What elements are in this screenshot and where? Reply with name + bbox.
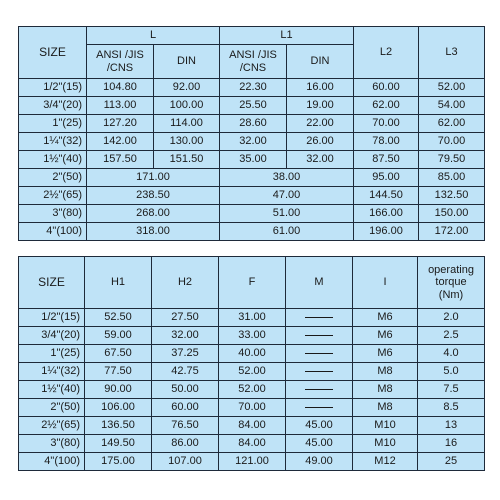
table-row: [19, 97, 485, 115]
h1-cell: 136.50: [85, 417, 152, 435]
l3-cell: 62.00: [419, 115, 485, 133]
table-row: [19, 453, 485, 471]
table-row: [19, 79, 485, 97]
table-row: [19, 169, 485, 187]
i-cell: M10: [353, 435, 418, 453]
f-cell: 121.00: [219, 453, 286, 471]
l3-cell: 70.00: [419, 133, 485, 151]
l-ansi-cell: 113.00: [87, 97, 154, 115]
size-cell: 2½"(65): [19, 417, 85, 435]
size-cell: 1"(25): [19, 115, 87, 133]
i-cell: M8: [353, 399, 418, 417]
header-size: SIZE: [19, 257, 85, 309]
f-cell: 84.00: [219, 435, 286, 453]
l-din-cell: 151.50: [154, 151, 220, 169]
l1-din-cell: 22.00: [287, 115, 354, 133]
l1-ansi-cell: 25.50: [220, 97, 287, 115]
l-din-cell: 100.00: [154, 97, 220, 115]
header-operating-torque: operating torque (Nm): [418, 257, 485, 309]
table-row: [19, 345, 485, 363]
table-row: [19, 205, 485, 223]
torque-cell: 25: [418, 453, 485, 471]
size-cell: 3/4"(20): [19, 327, 85, 345]
f-cell: 52.00: [219, 363, 286, 381]
size-cell: 4"(100): [19, 223, 87, 241]
header-l-din: DIN: [154, 45, 220, 79]
l1-din-cell: 26.00: [287, 133, 354, 151]
h2-cell: 76.50: [152, 417, 219, 435]
l-merged-cell: 268.00: [87, 205, 220, 223]
i-cell: M8: [353, 381, 418, 399]
l3-cell: 172.00: [419, 223, 485, 241]
l3-cell: 52.00: [419, 79, 485, 97]
i-cell: M12: [353, 453, 418, 471]
l1-ansi-cell: 35.00: [220, 151, 287, 169]
torque-cell: 2.5: [418, 327, 485, 345]
h1-cell: 90.00: [85, 381, 152, 399]
h2-cell: 42.75: [152, 363, 219, 381]
l-ansi-cell: 104.80: [87, 79, 154, 97]
i-cell: M8: [353, 363, 418, 381]
l1-ansi-cell: 22.30: [220, 79, 287, 97]
size-cell: 3/4"(20): [19, 97, 87, 115]
table-row: [19, 399, 485, 417]
torque-cell: 8.5: [418, 399, 485, 417]
dimensions-table-l: [18, 26, 485, 241]
torque-cell: 5.0: [418, 363, 485, 381]
h1-cell: 77.50: [85, 363, 152, 381]
torque-cell: 7.5: [418, 381, 485, 399]
l1-ansi-cell: 32.00: [220, 133, 287, 151]
l1-merged-cell: 47.00: [220, 187, 354, 205]
h2-cell: 50.00: [152, 381, 219, 399]
dimensions-table-h: [18, 256, 485, 471]
size-cell: 2½"(65): [19, 187, 87, 205]
header-l: L: [87, 27, 220, 45]
m-cell: [286, 345, 353, 363]
m-cell: 45.00: [286, 417, 353, 435]
table-row: [19, 223, 485, 241]
l1-din-cell: 19.00: [287, 97, 354, 115]
l2-cell: 95.00: [354, 169, 419, 187]
m-cell: 49.00: [286, 453, 353, 471]
header-h1: H1: [85, 257, 152, 309]
l-ansi-cell: 157.50: [87, 151, 154, 169]
header-l-ansi: ANSI /JIS /CNS: [87, 45, 154, 79]
l2-cell: 60.00: [354, 79, 419, 97]
l1-din-cell: 16.00: [287, 79, 354, 97]
h2-cell: 60.00: [152, 399, 219, 417]
l3-cell: 150.00: [419, 205, 485, 223]
header-l1-ansi: ANSI /JIS /CNS: [220, 45, 287, 79]
size-cell: 2"(50): [19, 169, 87, 187]
size-cell: 1"(25): [19, 345, 85, 363]
table-row: [19, 187, 485, 205]
header-f: F: [219, 257, 286, 309]
h2-cell: 32.00: [152, 327, 219, 345]
m-cell: [286, 381, 353, 399]
l1-din-cell: 32.00: [287, 151, 354, 169]
size-cell: 3"(80): [19, 205, 87, 223]
l-din-cell: 114.00: [154, 115, 220, 133]
torque-cell: 16: [418, 435, 485, 453]
l1-merged-cell: 51.00: [220, 205, 354, 223]
i-cell: M10: [353, 417, 418, 435]
header-h2: H2: [152, 257, 219, 309]
h2-cell: 107.00: [152, 453, 219, 471]
m-cell: [286, 327, 353, 345]
size-cell: 1¼"(32): [19, 363, 85, 381]
h1-cell: 52.50: [85, 309, 152, 327]
size-cell: 1/2"(15): [19, 79, 87, 97]
l2-cell: 166.00: [354, 205, 419, 223]
f-cell: 40.00: [219, 345, 286, 363]
l-ansi-cell: 142.00: [87, 133, 154, 151]
header-m: M: [286, 257, 353, 309]
size-cell: 3"(80): [19, 435, 85, 453]
l-merged-cell: 318.00: [87, 223, 220, 241]
m-cell: [286, 309, 353, 327]
size-cell: 4"(100): [19, 453, 85, 471]
header-size: SIZE: [19, 27, 87, 79]
l-ansi-cell: 127.20: [87, 115, 154, 133]
h1-cell: 67.50: [85, 345, 152, 363]
l2-cell: 62.00: [354, 97, 419, 115]
l3-cell: 54.00: [419, 97, 485, 115]
h1-cell: 175.00: [85, 453, 152, 471]
l2-cell: 78.00: [354, 133, 419, 151]
l3-cell: 132.50: [419, 187, 485, 205]
table-row: [19, 417, 485, 435]
table-row: [19, 327, 485, 345]
header-l1-din: DIN: [287, 45, 354, 79]
h2-cell: 86.00: [152, 435, 219, 453]
i-cell: M6: [353, 327, 418, 345]
not-applicable-dash: [305, 335, 333, 336]
l-merged-cell: 171.00: [87, 169, 220, 187]
i-cell: M6: [353, 345, 418, 363]
l1-merged-cell: 38.00: [220, 169, 354, 187]
f-cell: 52.00: [219, 381, 286, 399]
not-applicable-dash: [305, 389, 333, 390]
table-row: [19, 381, 485, 399]
h1-cell: 106.00: [85, 399, 152, 417]
table-row: [19, 435, 485, 453]
header-l1: L1: [220, 27, 354, 45]
header-i: I: [353, 257, 418, 309]
l-din-cell: 92.00: [154, 79, 220, 97]
l2-cell: 87.50: [354, 151, 419, 169]
l2-cell: 196.00: [354, 223, 419, 241]
l2-cell: 70.00: [354, 115, 419, 133]
h2-cell: 27.50: [152, 309, 219, 327]
l3-cell: 79.50: [419, 151, 485, 169]
size-cell: 2"(50): [19, 399, 85, 417]
size-cell: 1½"(40): [19, 381, 85, 399]
m-cell: [286, 363, 353, 381]
not-applicable-dash: [305, 353, 333, 354]
size-cell: 1½"(40): [19, 151, 87, 169]
header-l3: L3: [419, 27, 485, 79]
table-row: [19, 115, 485, 133]
not-applicable-dash: [305, 371, 333, 372]
torque-cell: 13: [418, 417, 485, 435]
l-din-cell: 130.00: [154, 133, 220, 151]
m-cell: [286, 399, 353, 417]
m-cell: 45.00: [286, 435, 353, 453]
h1-cell: 149.50: [85, 435, 152, 453]
table-row: [19, 309, 485, 327]
f-cell: 33.00: [219, 327, 286, 345]
torque-cell: 4.0: [418, 345, 485, 363]
l3-cell: 85.00: [419, 169, 485, 187]
header-l2: L2: [354, 27, 419, 79]
torque-cell: 2.0: [418, 309, 485, 327]
l1-merged-cell: 61.00: [220, 223, 354, 241]
l2-cell: 144.50: [354, 187, 419, 205]
not-applicable-dash: [305, 407, 333, 408]
f-cell: 70.00: [219, 399, 286, 417]
f-cell: 84.00: [219, 417, 286, 435]
l-merged-cell: 238.50: [87, 187, 220, 205]
i-cell: M6: [353, 309, 418, 327]
not-applicable-dash: [305, 317, 333, 318]
size-cell: 1/2"(15): [19, 309, 85, 327]
table-row: [19, 133, 485, 151]
table-row: [19, 363, 485, 381]
size-cell: 1¼"(32): [19, 133, 87, 151]
table-row: [19, 151, 485, 169]
h1-cell: 59.00: [85, 327, 152, 345]
l1-ansi-cell: 28.60: [220, 115, 287, 133]
h2-cell: 37.25: [152, 345, 219, 363]
f-cell: 31.00: [219, 309, 286, 327]
